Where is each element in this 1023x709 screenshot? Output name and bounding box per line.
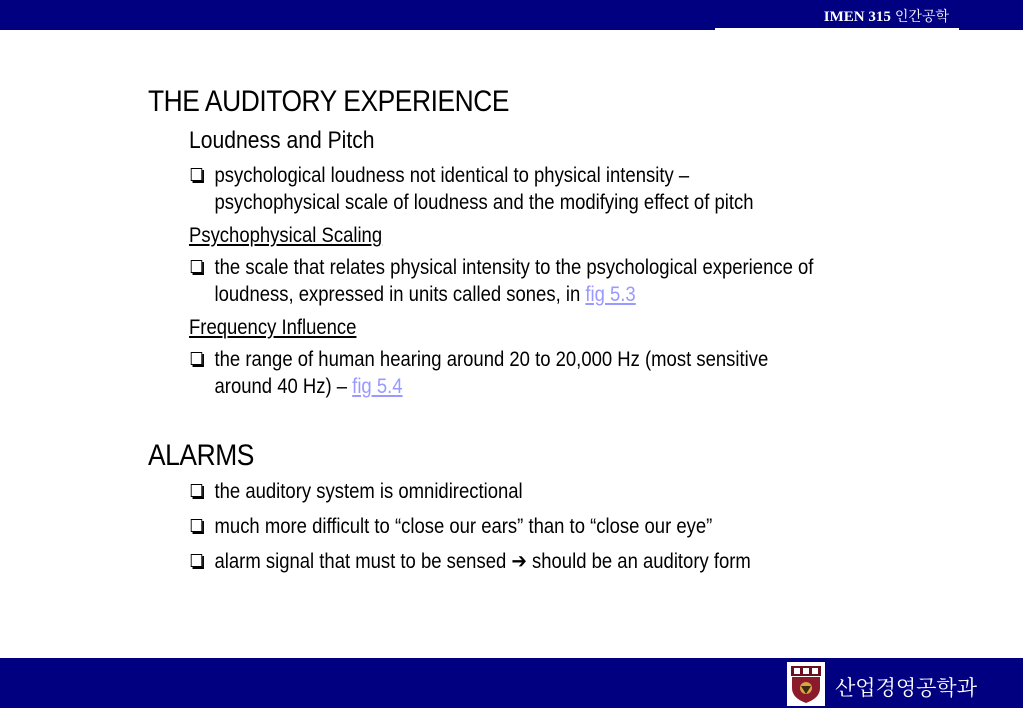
checkbox-bullet-icon [191,260,202,273]
bullet-text-line: psychophysical scale of loudness and the modifying effect of pitch [214,191,754,214]
heading-frequency-influence: Frequency Influence [189,316,357,339]
course-code: IMEN 315 [823,9,891,25]
fig-5-4-link[interactable]: fig 5.4 [352,375,403,398]
bullet-close-ears [189,513,998,540]
department-label: 산업경영공학과 [835,676,978,700]
bullet-text-line: much more difficult to “close our ears” than to “close our eye” [214,515,713,538]
slide-content [148,84,968,575]
bullet-text-line: the auditory system is omnidirectional [214,480,523,503]
bullet-text-line: psychological loudness not identical to physical intensity – [214,164,690,187]
section-title-alarms: ALARMS [148,439,254,472]
bullet-frequency [189,346,998,400]
bullet-alarm-signal [189,548,998,575]
bullet-text-line: around 40 Hz) – [214,375,353,398]
checkbox-bullet-icon [191,519,202,532]
bullet-text-line: the range of human hearing around 20 to 20,000 Hz (most sensitive [214,348,769,371]
course-label [824,6,949,26]
checkbox-bullet-icon [191,168,202,181]
bullet-text-line: the scale that relates physical intensity to the psychological experience of [214,256,814,279]
right-arrow-icon: ➔ [511,550,527,573]
section-title-auditory: THE AUDITORY EXPERIENCE [148,85,510,118]
bullet-scaling [189,254,998,308]
bullet-text-line: loudness, expressed in units called sones, in [214,283,586,306]
course-name: 인간공학 [894,9,949,25]
bullet-text-line: should be an auditory form [526,550,751,573]
heading-psychophysical-scaling: Psychophysical Scaling [189,224,383,247]
bullet-omnidirectional [189,478,998,505]
university-crest-icon [787,662,825,706]
checkbox-bullet-icon [191,484,202,497]
checkbox-bullet-icon [191,554,202,567]
subtitle-loudness-pitch: Loudness and Pitch [189,127,375,154]
checkbox-bullet-icon [191,352,202,365]
fig-5-3-link[interactable]: fig 5.3 [585,283,636,306]
bullet-loudness [189,162,998,216]
bullet-text-line: alarm signal that must to be sensed [214,550,512,573]
